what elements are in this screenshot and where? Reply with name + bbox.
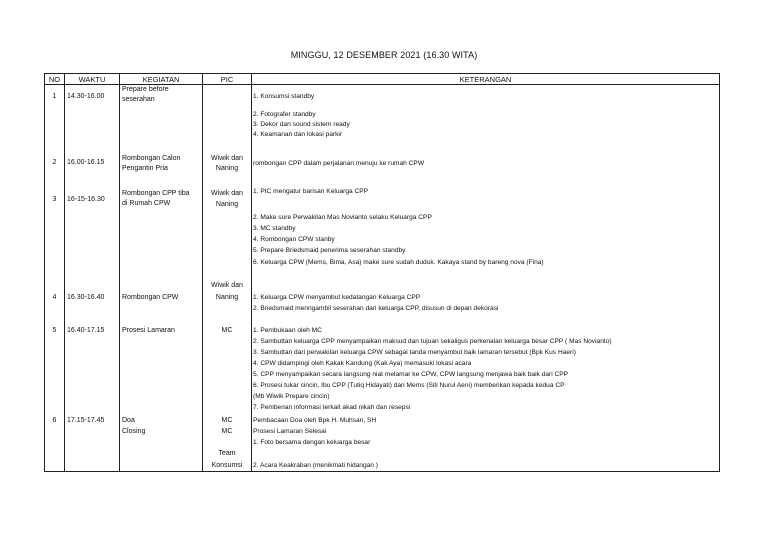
row-6-ket-2: Prosesi Lamaran Selesai <box>253 428 327 435</box>
row-3-ket-5: 5. Prepare Briedsmaid penerima seserahan standby <box>253 247 406 254</box>
row-4-kegiatan-1: Rombongan CPW <box>122 294 179 301</box>
row-3-ket-6: 6. Keluarga CPW (Mems, Bima, Asa) make sure sudah duduk. Kakaya stand by bareng nova (Fina) <box>253 259 544 266</box>
row-1-waktu: 14.30-16.00 <box>67 93 105 100</box>
row-3-no: 3 <box>52 196 57 203</box>
schedule-table <box>44 73 720 472</box>
row-1-no: 1 <box>52 93 57 100</box>
row-6-waktu: 17.15-17.45 <box>67 417 105 424</box>
column-divider <box>251 74 252 471</box>
row-2-waktu: 16.00-16.15 <box>67 159 105 166</box>
row-1-kegiatan-2: seserahan <box>122 96 155 103</box>
row-1-ket-3: 3. Dekor dan sound sistem ready <box>253 121 350 128</box>
row-5-pic-1: MC <box>221 327 233 334</box>
row-6-ket-1: Pembacaan Doa oleh Bpk H. Muhsan, SH <box>253 417 377 424</box>
row-4-pic-2: Naning <box>215 294 239 301</box>
row-4-no: 4 <box>52 294 57 301</box>
row-3-kegiatan-2: di Rumah CPW <box>122 200 171 207</box>
row-2-pic-2: Naning <box>215 165 239 172</box>
row-4-ket-1: 1. Keluarga CPW menyambut kedatangan Keluarga CPP <box>253 294 421 301</box>
column-divider <box>202 74 203 471</box>
row-2-no: 2 <box>52 159 57 166</box>
row-3-waktu: 16-15-16.30 <box>67 196 105 203</box>
row-3-ket-1: 1. PIC mengatur barisan Keluarga CPP <box>253 188 369 195</box>
row-2-pic-1: Wiwik dan <box>211 155 243 162</box>
row-3-ket-3: 3. MC standby <box>253 225 296 232</box>
header-waktu: WAKTU <box>78 75 106 84</box>
row-4-ket-2: 2. Briedsmaid menngambil seserahan dari keluarga CPP, disusun di depan dekorasi <box>253 305 499 312</box>
row-1-kegiatan-1: Prepare before <box>122 86 169 93</box>
row-5-ket-2: 2. Sambuttan keluarga CPP menyampaikan maksud dan tujuan sekaligus perkenalan keluarga besar CPP ( Mas Novianto) <box>253 338 612 345</box>
row-5-ket-5: 5. CPP menyampaikan secara langsung niat melamar ke CPW, CPW langsung menjawa baik baik dari CPP <box>253 371 569 378</box>
row-1-ket-4: 4. Keamanan dan lokasi parkir <box>253 131 343 138</box>
row-1-ket-1: 1. Konsumsi standby <box>253 93 315 100</box>
row-3-ket-4: 4. Rombongan CPW stanby <box>253 236 335 243</box>
header-pic: PIC <box>220 75 234 84</box>
row-6-ket-3: 1. Foto bersama dengan keluarga besar <box>253 439 371 446</box>
row-2-kegiatan-2: Pengantin Pria <box>122 165 168 172</box>
row-5-kegiatan-1: Prosesi Lamaran <box>122 327 175 334</box>
row-6-pic-1: MC <box>221 417 233 424</box>
header-keterangan: KETERANGAN <box>459 75 512 84</box>
row-4-waktu: 16.30-16.40 <box>67 294 105 301</box>
row-5-ket-6: 6. Prosesi tukar cincin, Ibu CPP (Tutiq Hidayati) dan Mems (Siti Nurul Aeni) memberikan kepada kedua CP <box>253 382 565 389</box>
row-6-kegiatan-2: Closing <box>122 428 146 435</box>
header-kegiatan: KEGIATAN <box>142 75 180 84</box>
row-5-ket-7: (Mb Wiwik Prepare cincin) <box>253 393 330 400</box>
row-6-kegiatan-1: Doa <box>122 417 135 424</box>
row-2-ket-1: rombongan CPP dalam perjalanan menuju ke rumah CPW <box>253 160 425 167</box>
row-5-no: 5 <box>52 327 57 334</box>
row-2-kegiatan-1: Rombongan Calon <box>122 155 181 162</box>
row-3-pic-2: Naning <box>215 201 239 208</box>
row-5-ket-4: 4. CPW didampingi oleh Kakak Kandung (Kak Aya) memasuki lokasi acara <box>253 360 472 367</box>
column-divider <box>119 74 120 471</box>
row-5-waktu: 16.40-17.15 <box>67 327 105 334</box>
header-no: NO <box>48 75 61 84</box>
column-divider <box>64 74 65 471</box>
row-6-pic-4: Konsumsi <box>211 462 243 469</box>
row-6-pic-2: MC <box>221 428 233 435</box>
row-6-ket-4: 2. Acara Keakraban (menikmati hidangan ) <box>253 462 378 469</box>
row-5-ket-8: 7. Pemberian informasi terkait akad nikah dan resepsi <box>253 404 411 411</box>
document-title: MINGGU, 12 DESEMBER 2021 (16.30 WITA) <box>290 50 478 60</box>
row-4-pic-1: Wiwik dan <box>211 282 243 289</box>
row-5-ket-1: 1. Pembukaan oleh MC <box>253 327 322 334</box>
row-3-ket-2: 2. Make sure Perwakilan Mas Novianto selaku Keluarga CPP <box>253 214 432 221</box>
row-1-ket-2: 2. Fotografer standby <box>253 111 316 118</box>
row-6-no: 6 <box>52 417 57 424</box>
row-6-pic-3: Team <box>218 450 236 457</box>
row-5-ket-3: 3. Sambuttan dari perwakilan keluarga CPW sebagai tanda menyambut baik lamaran tersebut (Bpk Kus Haeri) <box>253 349 576 356</box>
row-3-pic-1: Wiwik dan <box>211 190 243 197</box>
row-3-kegiatan-1: Rombongan CPP tiba <box>122 190 190 197</box>
